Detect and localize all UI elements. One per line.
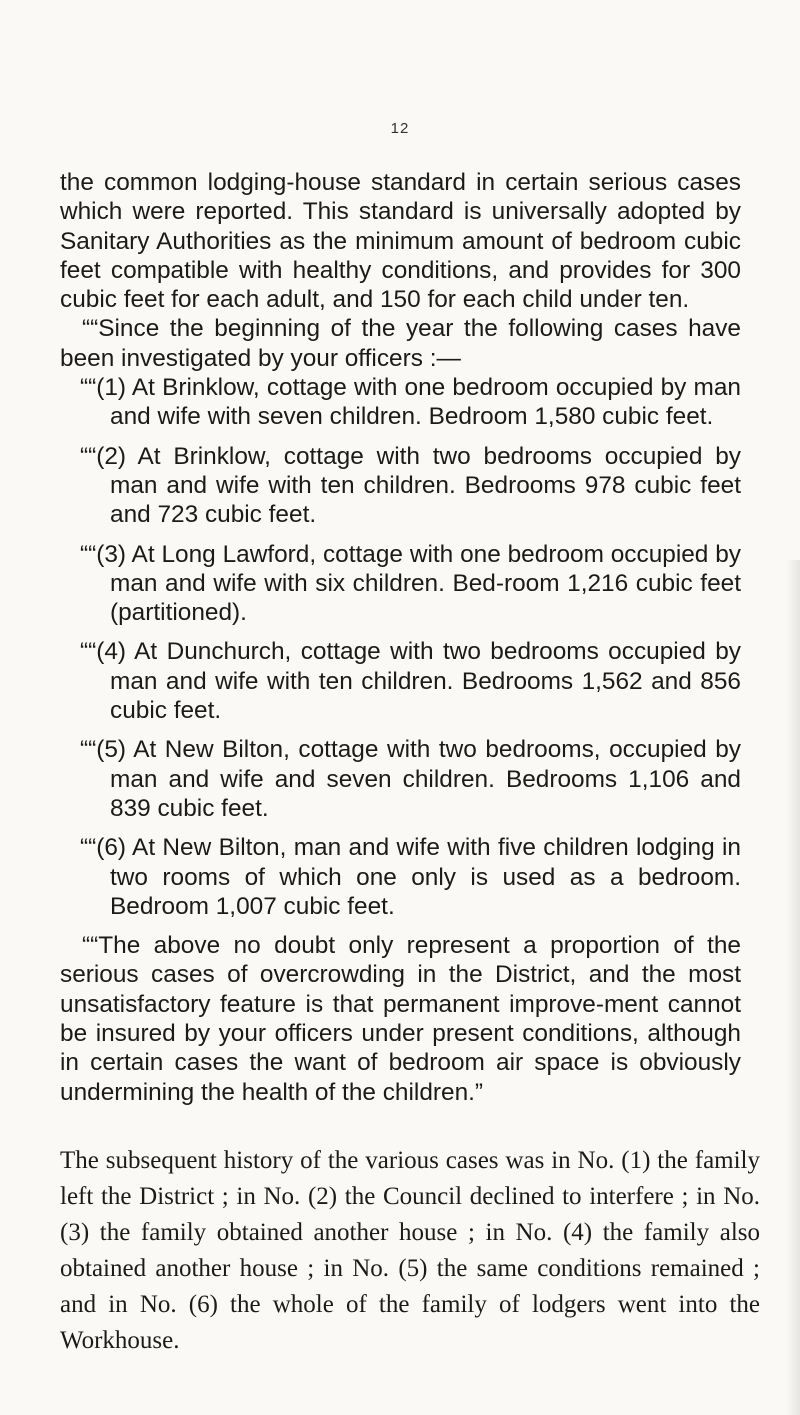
intro-paragraph: the common lodging-house standard in certain serious cases which were reported. This standard is universally adopted by Sanitary Authorities as the minimum amount of bedroom cubic feet compatible with healthy conditions, and provides for 300 cubic feet for each adult, and 150 for each child under ten. bbox=[60, 169, 741, 314]
closing-quote-paragraph: ““The above no doubt only represent a proportion of the serious cases of overcrowding in the District, and the most unsatisfactory feature is that permanent improve-ment cannot be insured by your officers under present conditions, although in certain cases the want of bedroom air space is obviously undermining the health of the children.” bbox=[60, 932, 741, 1106]
page-edge-shadow bbox=[786, 560, 800, 1415]
report-body bbox=[60, 168, 741, 1107]
subsequent-history-paragraph: The subsequent history of the various cases was in No. (1) the family left the District ; in No. (2) the Council declined to interfere ; in No. (3) the family obtained another house ; in No. (4) the family also obtained another house ; in No. (5) the same conditions remained ; and in No. (6) the whole of the family of lodgers went into the Workhouse. bbox=[60, 1147, 760, 1354]
case-item-3: ““(3) At Long Lawford, cottage with one bedroom occupied by man and wife with six children. Bed-room 1,216 cubic feet (partitioned). bbox=[80, 540, 741, 627]
case-item-5: ““(5) At New Bilton, cottage with two bedrooms, occupied by man and wife and seven children. Bedrooms 1,106 and 839 cubic feet. bbox=[80, 736, 741, 822]
case-item-4: ““(4) At Dunchurch, cottage with two bedrooms occupied by man and wife with ten children. Bedrooms 1,562 and 856 cubic feet. bbox=[80, 638, 741, 725]
case-item-1: ““(1) At Brinklow, cottage with one bedroom occupied by man and wife with seven children. Bedroom 1,580 cubic feet. bbox=[80, 374, 741, 431]
subsequent-history-section bbox=[60, 1143, 760, 1359]
case-item-6: ““(6) At New Bilton, man and wife with five children lodging in two rooms of which one only is used as a bedroom. Bedroom 1,007 cubic feet. bbox=[80, 834, 741, 920]
page-number: 12 bbox=[390, 120, 410, 137]
case-item-2: ““(2) At Brinklow, cottage with two bedrooms occupied by man and wife with ten children. Bedrooms 978 cubic feet and 723 cubic feet. bbox=[80, 442, 741, 529]
lead-in-paragraph: ““Since the beginning of the year the following cases have been investigated by your officers :— bbox=[60, 315, 741, 372]
